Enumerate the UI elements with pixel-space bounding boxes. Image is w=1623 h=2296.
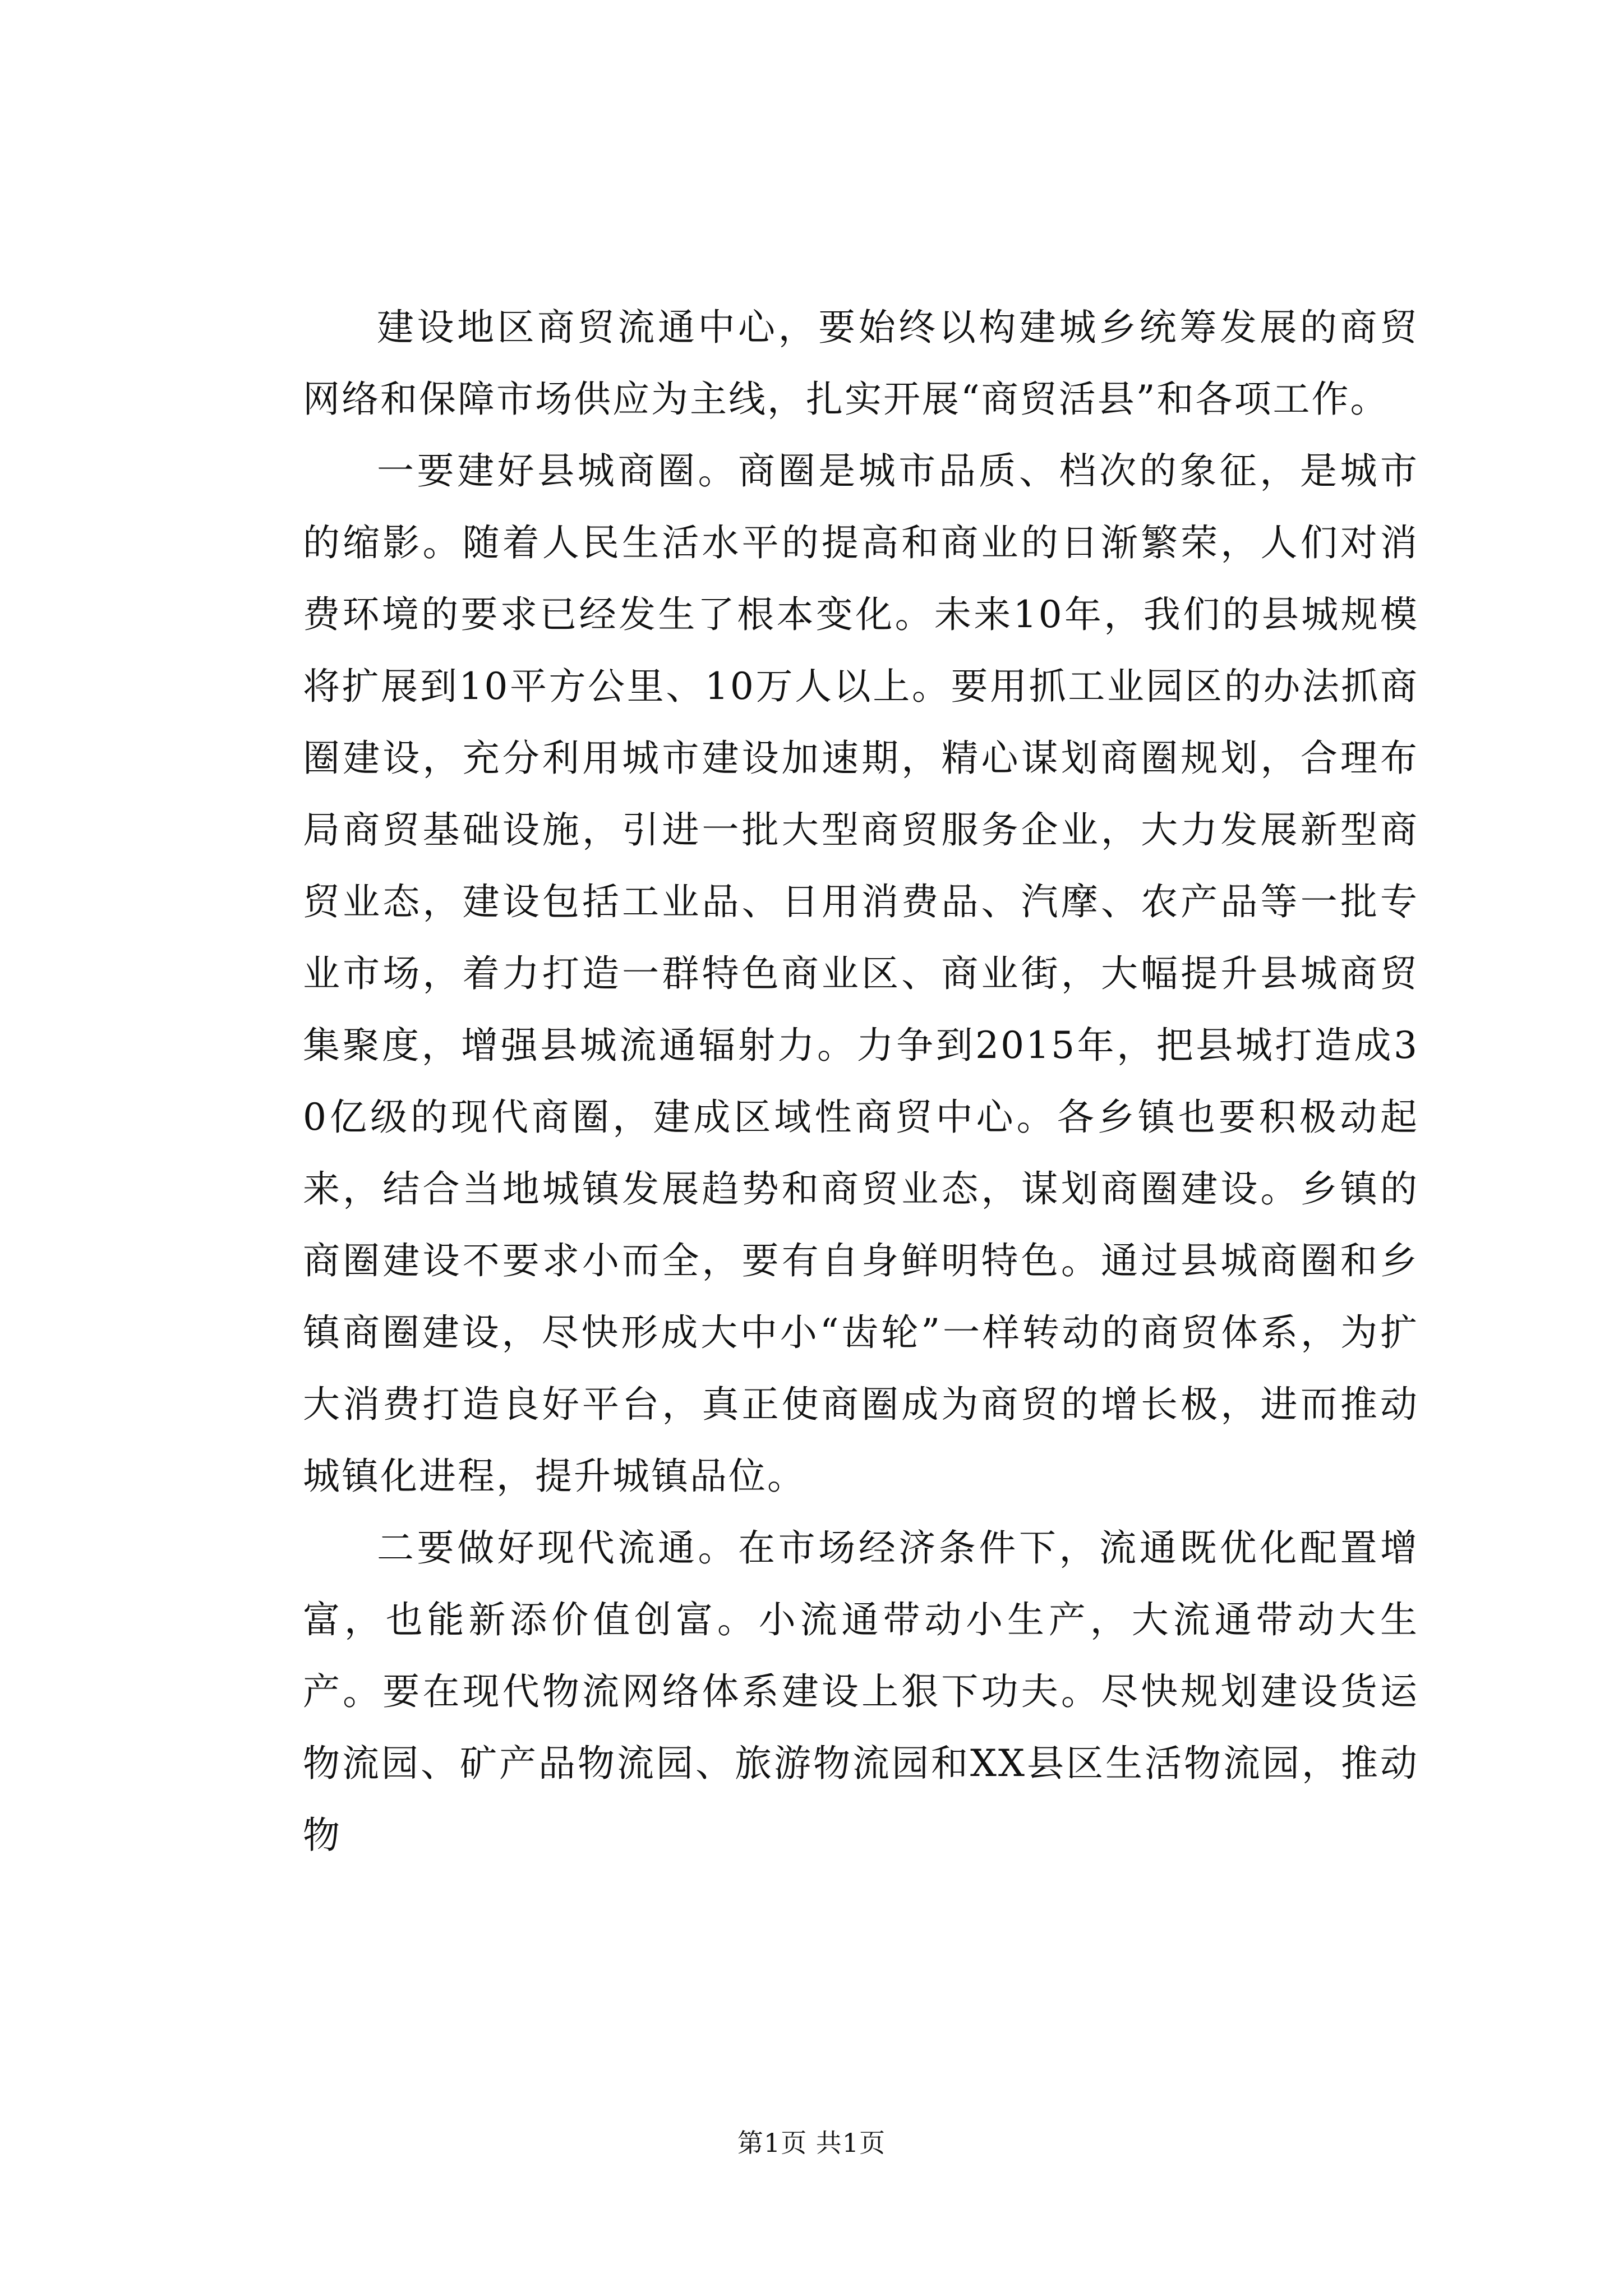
paragraph-county-business-district: 一要建好县城商圈。商圈是城市品质、档次的象征，是城市的缩影。随着人民生活水平的提高和商业的日渐繁荣，人们对消费环境的要求已经发生了根本变化。未来10年，我们的县城规模将扩展到10平方公里、10万人以上。要用抓工业园区的办法抓商圈建设，充分利用城市建设加速期，精心谋划商圈规划，合理布局商贸基础设施，引进一批大型商贸服务企业，大力发展新型商贸业态，建设包括工业品、日用消费品、汽摩、农产品等一批专业市场，着力打造一群特色商业区、商业街，大幅提升县城商贸集聚度，增强县城流通辐射力。力争到2015年，把县城打造成30亿级的现代商圈，建成区域性商贸中心。各乡镇也要积极动起来，结合当地城镇发展趋势和商贸业态，谋划商圈建设。乡镇的商圈建设不要求小而全，要有自身鲜明特色。通过县城商圈和乡镇商圈建设，尽快形成大中小“齿轮”一样转动的商贸体系，为扩大消费打造良好平台，真正使商圈成为商贸的增长极，进而推动城镇化进程，提升城镇品位。 xyxy=(303,449,1419,1498)
paragraph-intro: 建设地区商贸流通中心，要始终以构建城乡统筹发展的商贸网络和保障市场供应为主线，扎实开展“商贸活县”和各项工作。 xyxy=(303,306,1419,421)
paragraph-modern-circulation: 二要做好现代流通。在市场经济条件下，流通既优化配置增富，也能新添价值创富。小流通带动小生产，大流通带动大生产。要在现代物流网络体系建设上狠下功夫。尽快规划建设货运物流园、矿产品物流园、旅游物流园和XX县区生活物流园，推动物 xyxy=(303,1526,1419,1857)
document-body xyxy=(303,292,1419,1871)
page-footer: 第1页 共1页 xyxy=(737,2128,886,2158)
